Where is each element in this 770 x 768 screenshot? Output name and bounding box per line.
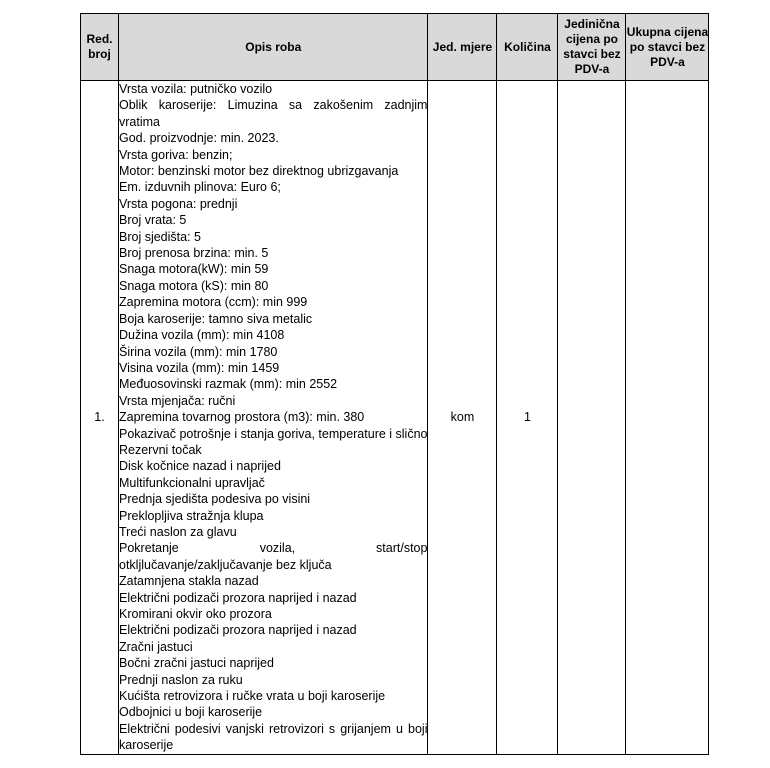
spec-line: Broj sjedišta: 5	[119, 229, 201, 244]
spec-line: Zračni jastuci	[119, 639, 193, 654]
spec-line: Multifunkcionalni upravljač	[119, 475, 265, 490]
spec-line	[119, 540, 427, 556]
spec-word: vozila,	[259, 541, 296, 556]
header-quantity: Količina	[497, 14, 558, 81]
item-unit: kom	[428, 81, 497, 755]
spec-line: Vrsta goriva: benzin;	[119, 147, 233, 162]
spec-line: Visina vozila (mm): min 1459	[119, 360, 280, 375]
spec-line: Električni podizači prozora naprijed i nazad	[119, 623, 357, 638]
spec-line: otkljlučavanje/zaključavanje bez ključa	[119, 557, 332, 572]
spec-line: Vrsta pogona: prednji	[119, 196, 238, 211]
table-row	[81, 81, 709, 755]
item-description	[119, 81, 428, 755]
item-total-price	[626, 81, 709, 755]
spec-line: Kromirani okvir oko prozora	[119, 607, 272, 621]
spec-line: Disk kočnice nazad i naprijed	[119, 459, 281, 474]
spec-line: Zatamnjena stakla nazad	[119, 574, 259, 589]
spec-line: Pokazivač potrošnje i stanja goriva, temperature i slično	[119, 426, 428, 441]
spec-line: Kućišta retrovizora i ručke vrata u boji karoserije	[119, 689, 386, 704]
header-unit-price: Jedinična cijena po stavci bez PDV-a	[558, 14, 626, 81]
spec-line: Električni podesivi vanjski retrovizori s grijanjem u boji karoserije	[119, 721, 428, 753]
header-item-number: Red. broj	[81, 14, 119, 81]
item-unit-price	[558, 81, 626, 755]
spec-word: start/stop	[376, 541, 428, 556]
spec-line: Snaga motora(kW): min 59	[119, 262, 269, 277]
spec-line: God. proizvodnje: min. 2023.	[119, 131, 279, 146]
spec-line: Vrsta mjenjača: ručni	[119, 393, 236, 408]
spec-line: Međuosovinski razmak (mm): min 2552	[119, 377, 338, 392]
header-unit: Jed. mjere	[428, 14, 497, 81]
spec-line: Dužina vozila (mm): min 4108	[119, 328, 285, 343]
spec-line: Preklopljiva stražnja klupa	[119, 508, 264, 523]
spec-line: Boja karoserije: tamno siva metalic	[119, 311, 313, 326]
goods-specification-table	[80, 13, 709, 755]
spec-word: Pokretanje	[119, 541, 179, 556]
spec-line: Zapremina tovarnog prostora (m3): min. 380	[119, 410, 365, 425]
header-total-price: Ukupna cijena po stavci bez PDV-a	[626, 14, 709, 81]
spec-line: Električni podizači prozora naprijed i nazad	[119, 590, 357, 605]
spec-line: Vrsta vozila: putničko vozilo	[119, 82, 273, 96]
spec-line: Prednji naslon za ruku	[119, 672, 243, 687]
spec-line: Motor: benzinski motor bez direktnog ubrizgavanja	[119, 164, 399, 179]
spec-line: Broj prenosa brzina: min. 5	[119, 246, 269, 261]
spec-line: Rezervni točak	[119, 442, 202, 457]
table-header-row	[81, 14, 709, 81]
spec-line: Širina vozila (mm): min 1780	[119, 344, 278, 359]
spec-line: Broj vrata: 5	[119, 213, 187, 228]
header-description: Opis roba	[119, 14, 428, 81]
item-quantity: 1	[497, 81, 558, 755]
spec-line: Prednja sjedišta podesiva po visini	[119, 492, 311, 507]
spec-line: Snaga motora (kS): min 80	[119, 278, 269, 293]
spec-line: Bočni zračni jastuci naprijed	[119, 656, 274, 671]
item-number: 1.	[81, 81, 119, 755]
spec-line: Em. izduvnih plinova: Euro 6;	[119, 180, 281, 195]
spec-line: Odbojnici u boji karoserije	[119, 705, 263, 720]
spec-line: Oblik karoserije: Limuzina sa zakošenim zadnjim vratima	[119, 98, 428, 129]
spec-line: Zapremina motora (ccm): min 999	[119, 295, 308, 310]
spec-line: Treći naslon za glavu	[119, 524, 237, 539]
